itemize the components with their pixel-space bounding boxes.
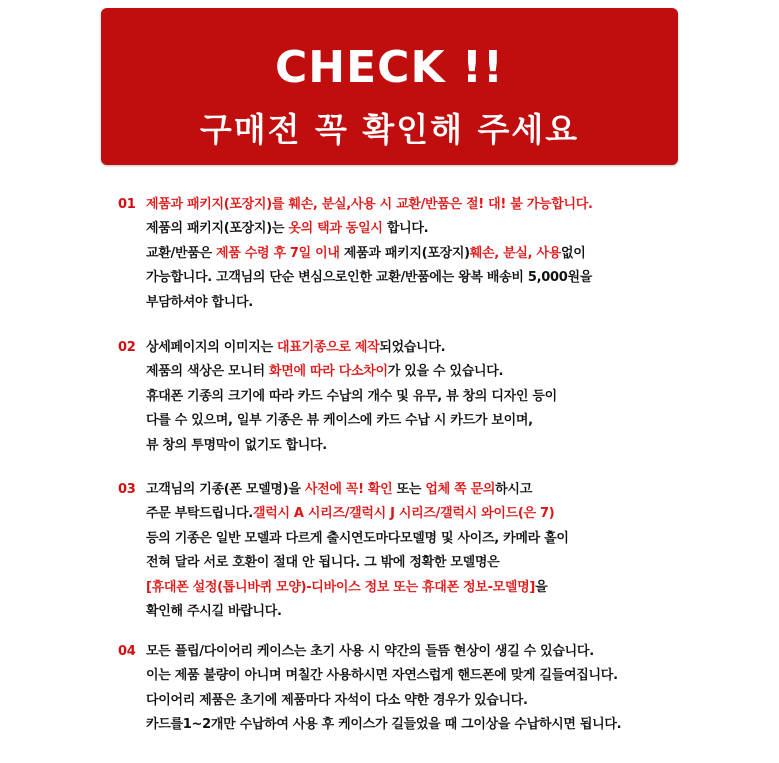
notice-line (118, 266, 738, 290)
notice-section-03 (118, 478, 738, 624)
notice-line (118, 576, 738, 600)
body-text: 이는 제품 불량이 아니며 며칠간 사용하시면 자연스럽게 핸드폰에 맞게 길들여집니다. (146, 668, 618, 684)
notice-line (118, 600, 738, 624)
notice-line (118, 527, 738, 551)
body-text: 을 (535, 579, 548, 595)
notice-line (118, 336, 738, 360)
notice-line (118, 291, 738, 315)
body-text: 등의 기종은 일반 모델과 다르게 출시연도마다모델명 및 사이즈, 카메라 홀이 (146, 530, 569, 546)
body-text: 되었습니다. (379, 340, 446, 355)
highlight-text: 훼손, 분실, 사용 (469, 245, 562, 261)
highlight-text: 갤럭시 A 시리즈/갤럭시 J 시리즈/갤럭시 와이드(은 7) (252, 506, 555, 522)
highlight-text: 제품과 패키지(포장지)를 훼손, 분실,사용 시 교환/반품은 절! 대! 불 가능합니다. (146, 197, 593, 212)
notice-line (118, 640, 738, 664)
notice-line (118, 478, 738, 502)
notice-section-01 (118, 193, 738, 315)
highlight-text: [휴대폰 설정(톱니바퀴 모양)-디바이스 정보 또는 휴대폰 정보-모델명] (146, 579, 536, 595)
body-text: 없이 (561, 245, 586, 261)
notice-line (118, 409, 738, 433)
body-text: 제품의 패키지(포장지)는 (146, 221, 289, 237)
highlight-text: 옷의 택과 동일시 (288, 221, 383, 237)
body-text: 또는 (392, 482, 426, 497)
body-text: 합니다. (382, 221, 429, 237)
banner-title: CHECK !! (274, 42, 504, 93)
section-number: 03 (118, 482, 136, 497)
body-text: 전혀 달라 서로 호환이 절대 안 됩니다. 그 밖에 정확한 모델명은 (146, 555, 500, 571)
section-number: 01 (118, 197, 136, 212)
check-banner (101, 8, 678, 165)
body-text: 가능합니다. 고객님의 단순 변심으로인한 교환/반품에는 왕복 배송비 5,000원을 (146, 270, 593, 286)
body-text: 휴대폰 기종의 크기에 따라 카드 수납의 개수 및 유무, 뷰 창의 디자인 등이 (146, 388, 557, 404)
body-text: 제품과 패키지(포장지) (339, 245, 470, 261)
highlight-text: 화면에 따라 다소차이 (269, 364, 388, 380)
body-text: 주문 부탁드립니다. (146, 506, 253, 522)
body-text: 하시고 (495, 482, 532, 497)
body-text: 뷰 창의 투명막이 없기도 합니다. (146, 437, 327, 453)
notice-line (118, 664, 738, 688)
body-text: 모든 플립/다이어리 케이스는 초기 사용 시 약간의 들뜸 현상이 생길 수 있습니다. (146, 644, 594, 659)
notice-line (118, 193, 738, 217)
body-text: 확인해 주시길 바랍니다. (146, 603, 282, 619)
notice-line (118, 385, 738, 409)
notice-line (118, 217, 738, 241)
section-number: 04 (118, 644, 136, 659)
notice-section-02 (118, 336, 738, 458)
body-text: 다이어리 제품은 초기에 제품마다 자석이 다소 약한 경우가 있습니다. (146, 692, 528, 708)
notice-line (118, 242, 738, 266)
notice-line (118, 360, 738, 384)
notice-section-04 (118, 640, 738, 738)
banner-subtitle: 구매전 꼭 확인해 주세요 (199, 110, 580, 149)
notice-line (118, 713, 738, 737)
body-text: 카드를1~2개만 수납하여 사용 후 케이스가 길들었을 때 그이상을 수납하시면 됩니다. (146, 717, 622, 733)
highlight-text: 업체 쪽 문의 (425, 482, 496, 497)
body-text: 가 있을 수 있습니다. (387, 364, 504, 380)
notice-line (118, 689, 738, 713)
body-text: 고객님의 기종(폰 모델명)을 (146, 482, 305, 497)
body-text: 제품의 색상은 모니터 (146, 364, 269, 380)
highlight-text: 제품 수령 후 7일 이내 (215, 245, 340, 261)
body-text: 교환/반품은 (146, 245, 216, 261)
highlight-text: 사전에 꼭! 확인 (304, 482, 393, 497)
notice-line (118, 434, 738, 458)
notice-line (118, 551, 738, 575)
notice-line (118, 502, 738, 526)
section-number: 02 (118, 340, 136, 355)
body-text: 부담하셔야 합니다. (146, 294, 253, 310)
body-text: 다를 수 있으며, 일부 기종은 뷰 케이스에 카드 수납 시 카드가 보이며, (146, 413, 533, 429)
highlight-text: 대표기종으로 제작 (277, 340, 380, 355)
body-text: 상세페이지의 이미지는 (146, 340, 278, 355)
